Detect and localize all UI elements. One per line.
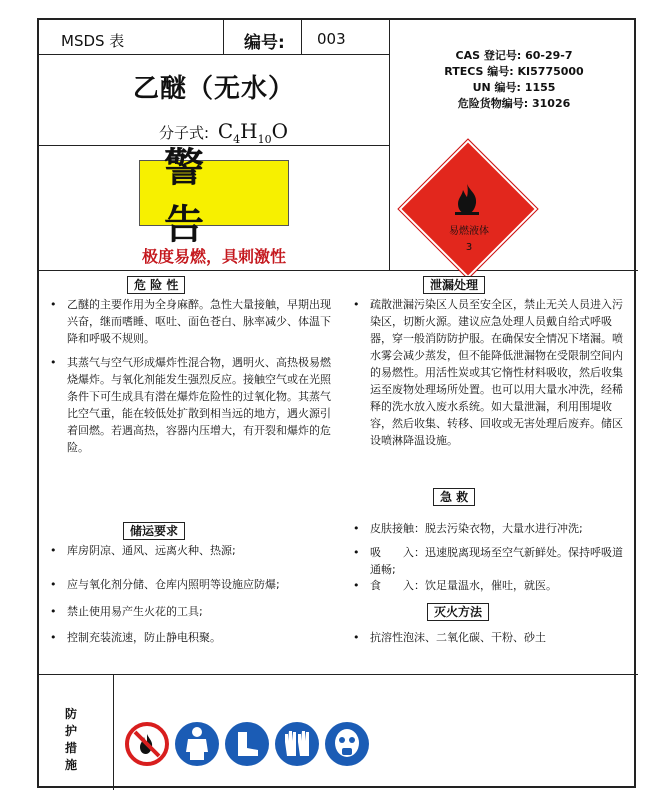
msds-sheet	[37, 18, 636, 788]
number-value: 003	[317, 30, 346, 48]
flame-icon	[452, 182, 482, 216]
msds-label: MSDS 表	[61, 32, 125, 50]
diamond-class: 3	[465, 242, 473, 253]
registry-ids	[391, 48, 637, 112]
warning-subtitle: 极度易燃，具刺激性	[141, 247, 286, 266]
section-title-first-aid: 急 救	[433, 488, 475, 506]
protective-suit-icon	[175, 722, 219, 766]
formula: $C_4H_{10}O$	[217, 119, 289, 146]
section-title-storage: 储运要求	[123, 522, 185, 540]
storage-item: • 控制充装流速，防止静电积聚。	[50, 631, 221, 644]
page-title: 乙醚（无水）	[132, 74, 295, 104]
formula-label: 分子式:	[159, 124, 210, 142]
divider	[39, 270, 638, 271]
number-label: 编号:	[244, 33, 285, 53]
first-aid-item: • 吸 入：迅速脱离现场至空气新鲜处。保持呼吸道通畅;	[353, 546, 623, 576]
divider	[113, 674, 114, 790]
fire-item: • 抗溶性泡沫、二氧化碳、干粉、砂土	[353, 631, 546, 644]
storage-item: • 应与氧化剂分储、仓库内照明等设施应防爆;	[50, 578, 280, 591]
first-aid-item: • 皮肤接触：脱去污染衣物，大量水进行冲洗;	[353, 522, 583, 535]
divider	[389, 20, 390, 270]
section-title-fire: 灭火方法	[427, 603, 489, 621]
storage-item: • 禁止使用易产生火花的工具;	[50, 605, 203, 618]
spill-item: • 疏散泄漏污染区人员至安全区，禁止无关人员进入污染区，切断火源。建议应急处理人员戴自给式呼吸器，穿一般消防防护服。在确保安全情况下堵漏。喷水雾会减少蒸发，但不能降低泄漏物在受限制空间内的易燃性。用活性炭或其它惰性材料吸收，然后收集运至废物处理场所处置。也可以用大量水冲洗，经稀释的洗水放入废水系统。如大量泄漏，利用围堤收容，然后收集、转移、回收或无害处理后废弃。储区设喷淋降温设施。	[353, 298, 623, 447]
hazard-item: • 其蒸气与空气形成爆炸性混合物，遇明火、高热极易燃烧爆炸。与氧化剂能发生强烈反应。接触空气或在光照条件下可生成具有潜在爆炸危险性的过氧化物。其蒸气比空气重，能在较低处扩散到相当远的地方，遇火源引着回燃。若遇高热，容器内压增大，有开裂和爆炸的危险。	[50, 356, 331, 454]
divider	[223, 20, 224, 54]
warning-label: 警 告	[164, 145, 228, 248]
gas-mask-icon	[325, 722, 369, 766]
storage-item: • 库房阴凉、通风、远离火种、热源;	[50, 544, 236, 557]
divider	[39, 54, 389, 55]
divider	[39, 674, 638, 675]
hazard-item: • 乙醚的主要作用为全身麻醉。急性大量接触，早期出现兴奋，继而嗜睡、呕吐、面色苍白、脉率减少、体温下降和呼吸不规则。	[50, 298, 331, 345]
protection-label: 防 护 措 施	[64, 707, 77, 772]
safety-boots-icon	[225, 722, 269, 766]
cas-number: CAS 登记号: 60-29-7	[455, 49, 573, 62]
gloves-icon	[275, 722, 319, 766]
no-fire-icon	[125, 722, 169, 766]
section-title-hazard: 危 险 性	[127, 276, 185, 294]
diamond-label: 易燃液体	[449, 226, 489, 237]
dangerous-goods-number: 危险货物编号: 31026	[457, 97, 571, 110]
divider	[301, 20, 302, 54]
first-aid-item: • 食 入：饮足量温水，催吐，就医。	[353, 579, 557, 592]
section-title-spill: 泄漏处理	[423, 276, 485, 294]
rtecs-number: RTECS 编号: KI5775000	[444, 65, 584, 78]
warning-box	[139, 145, 289, 248]
un-number: UN 编号: 1155	[472, 81, 556, 94]
